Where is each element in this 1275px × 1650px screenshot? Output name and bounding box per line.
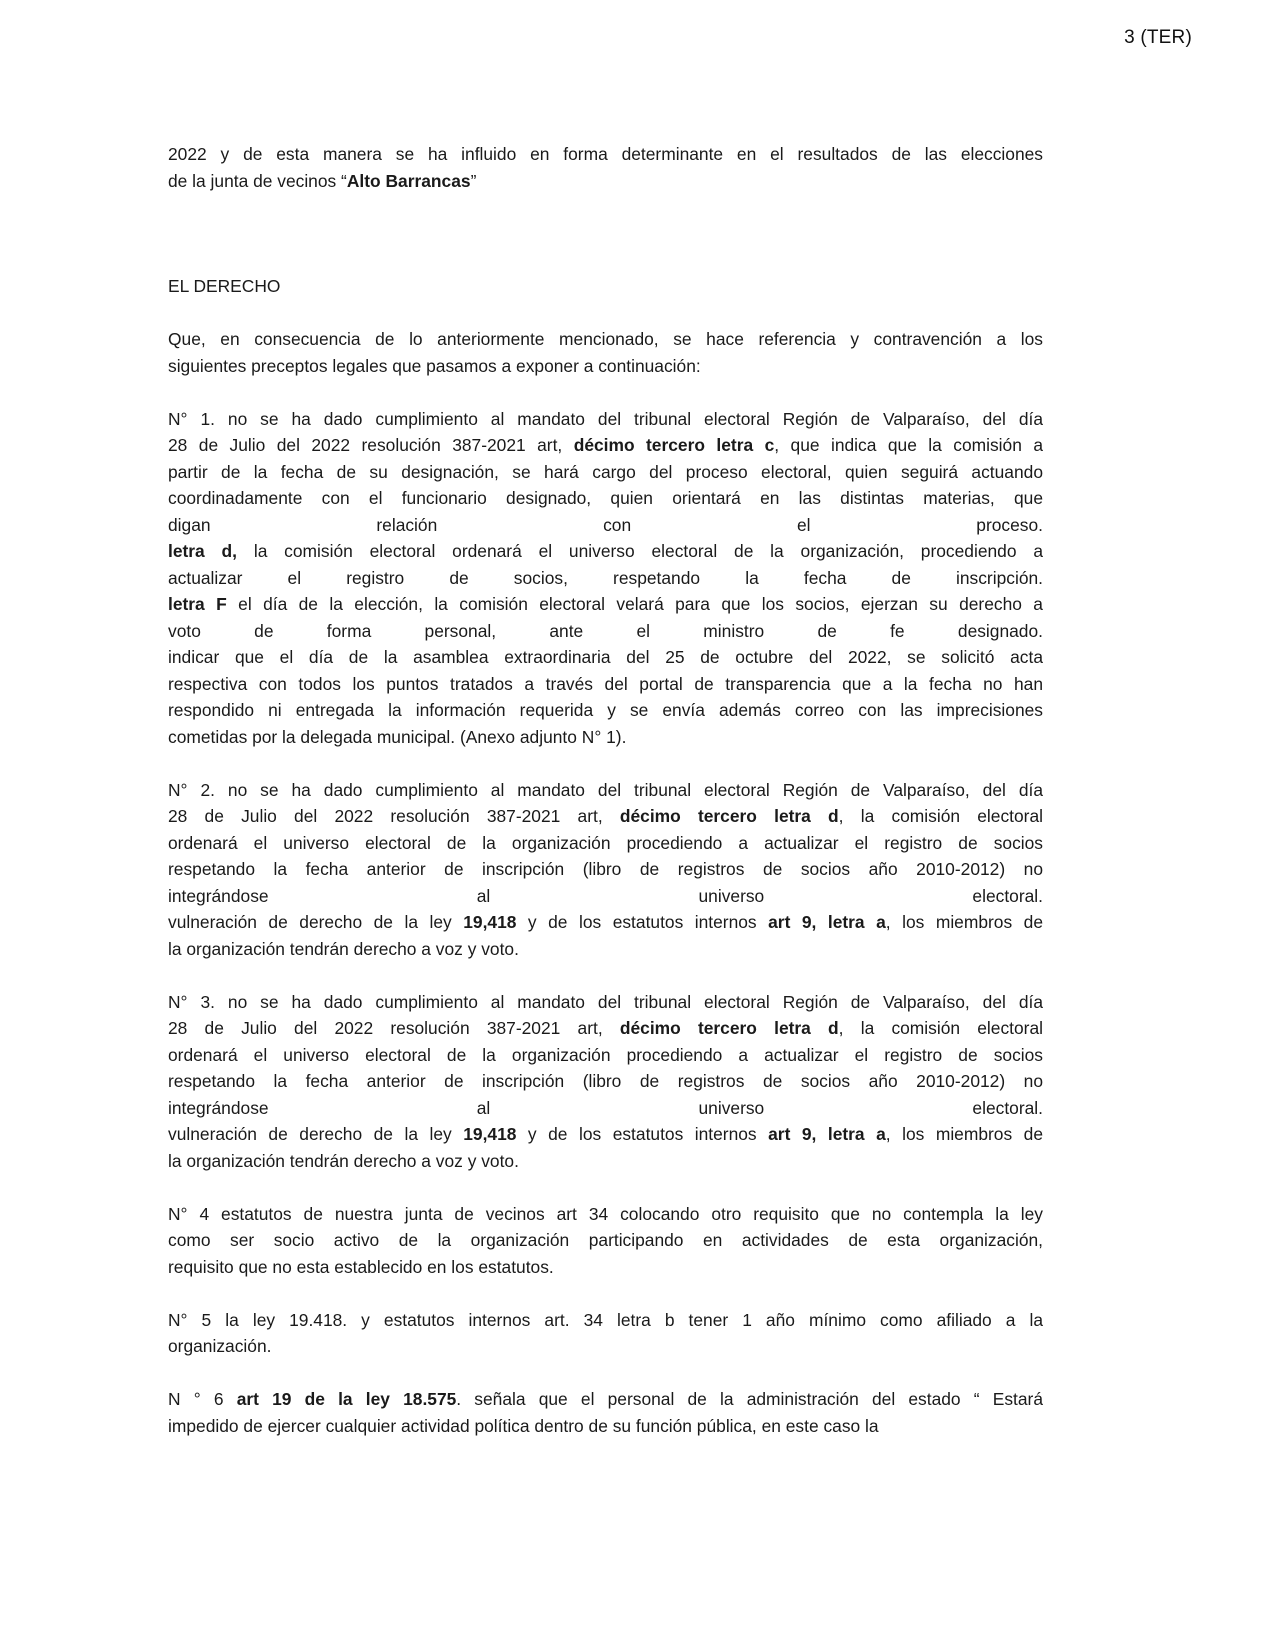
text-run: ordenará el universo electoral de la organización procediendo a actualizar el registro de socios	[168, 832, 1043, 853]
text-line	[168, 856, 1043, 883]
text-run: actualizar el registro de socios, respetando la fecha de inscripción.	[168, 567, 1043, 588]
text-run: N° 5 la ley 19.418. y estatutos internos art. 34 letra b tener 1 año mínimo como afiliado a la	[168, 1309, 1043, 1330]
paragraph-item-2	[168, 777, 1043, 963]
text-run: , la comisión electoral	[838, 806, 1043, 826]
text-line	[168, 644, 1043, 671]
bold-text: art 9, letra a	[768, 1124, 886, 1144]
text-line	[168, 1148, 1043, 1175]
text-run: respetando la fecha anterior de inscripción (libro de registros de socios año 2010-2012) no	[168, 1071, 1043, 1091]
text-line	[168, 432, 1043, 459]
text-run: el día de la elección, la comisión electoral velará para que los socios, ejerzan su derecho a	[226, 594, 1043, 614]
text-run: N° 4 estatutos de nuestra junta de vecinos art 34 colocando otro requisito que no contempla la ley	[168, 1203, 1043, 1224]
section-heading-el-derecho	[168, 273, 1043, 300]
text-line	[168, 697, 1043, 724]
text-line	[168, 565, 1043, 592]
bold-text: art 9, letra a	[768, 912, 886, 932]
text-line	[168, 936, 1043, 963]
paragraph-item-6	[168, 1386, 1043, 1439]
spacer	[168, 1280, 1043, 1307]
text-line	[168, 1254, 1043, 1281]
text-line	[168, 618, 1043, 645]
text-line	[168, 1095, 1043, 1122]
text-run: integrándose al universo electoral.	[168, 885, 1043, 906]
text-line	[168, 459, 1043, 486]
text-line	[168, 538, 1043, 565]
text-run: impedido de ejercer cualquier actividad política dentro de su función pública, en este caso la	[168, 1415, 879, 1436]
text-line	[168, 671, 1043, 698]
text-line	[168, 1413, 1043, 1440]
text-run: 2022 y de esta manera se ha influido en forma determinante en el resultados de las elecciones	[168, 144, 1043, 164]
text-run: requisito que no esta establecido en los estatutos.	[168, 1256, 554, 1277]
text-line	[168, 1068, 1043, 1095]
paragraph-item-4	[168, 1201, 1043, 1281]
paragraph-preamble	[168, 326, 1043, 379]
text-line	[168, 141, 1043, 168]
bold-text: 19,418	[463, 912, 517, 932]
bold-text: décimo tercero letra d	[619, 1018, 839, 1038]
text-run: de la junta de vecinos “	[168, 170, 347, 191]
text-line	[168, 1386, 1043, 1413]
text-run: cometidas por la delegada municipal. (Anexo adjunto N° 1).	[168, 726, 627, 747]
spacer	[168, 750, 1043, 777]
text-run: respondido ni entregada la información requerida y se envía además correo con las imprecisiones	[168, 700, 1043, 720]
text-line	[168, 1121, 1043, 1148]
bold-text: letra d,	[168, 541, 238, 561]
bold-text: Alto Barrancas	[346, 170, 471, 191]
text-run: , que indica que la comisión a	[774, 435, 1043, 455]
text-run: , los miembros de	[885, 912, 1043, 932]
spacer	[168, 194, 1043, 260]
spacer	[168, 300, 1043, 327]
text-run: respetando la fecha anterior de inscripción (libro de registros de socios año 2010-2012) no	[168, 859, 1043, 879]
text-run: EL DERECHO	[168, 276, 281, 296]
text-line	[168, 168, 1043, 195]
text-run: la comisión electoral ordenará el universo electoral de la organización, procediendo a	[237, 541, 1043, 561]
text-line	[168, 273, 1043, 300]
text-run: respectiva con todos los puntos tratados a través del portal de transparencia que a la fecha no han	[168, 673, 1043, 694]
text-line	[168, 1227, 1043, 1254]
spacer	[168, 379, 1043, 406]
text-line	[168, 883, 1043, 910]
text-run: vulneración de derecho de la ley	[168, 1124, 464, 1144]
text-run: 28 de Julio del 2022 resolución 387-2021 art,	[168, 1018, 620, 1038]
text-line	[168, 512, 1043, 539]
text-run: , los miembros de	[885, 1124, 1043, 1144]
text-line	[168, 326, 1043, 353]
text-run: 28 de Julio del 2022 resolución 387-2021 art,	[168, 806, 620, 826]
text-line	[168, 353, 1043, 380]
text-run: N° 3. no se ha dado cumplimiento al mandato del tribunal electoral Región de Valparaíso, del día	[168, 991, 1043, 1012]
text-run: partir de la fecha de su designación, se hará cargo del proceso electoral, quien seguirá actuando	[168, 461, 1043, 482]
spacer	[168, 260, 1043, 273]
text-run: la organización tendrán derecho a voz y voto.	[168, 1150, 519, 1171]
text-run: 28 de Julio del 2022 resolución 387-2021 art,	[168, 435, 574, 455]
text-run: N ° 6	[168, 1389, 237, 1409]
text-run: como ser socio activo de la organización participando en actividades de esta organización,	[168, 1230, 1043, 1250]
text-run: integrándose al universo electoral.	[168, 1097, 1043, 1118]
text-run: Que, en consecuencia de lo anteriormente mencionado, se hace referencia y contravención a los	[168, 329, 1043, 349]
bold-text: letra F	[168, 594, 227, 614]
paragraph-intro	[168, 141, 1043, 194]
text-run: ”	[470, 170, 477, 191]
page-number: 3 (TER)	[1124, 27, 1192, 48]
text-run: y de los estatutos internos	[516, 912, 769, 932]
text-line	[168, 1015, 1043, 1042]
bold-text: art 19 de la ley 18.575	[236, 1389, 457, 1409]
paragraph-item-3	[168, 989, 1043, 1175]
text-line	[168, 909, 1043, 936]
text-line	[168, 803, 1043, 830]
text-run: la organización tendrán derecho a voz y voto.	[168, 938, 519, 959]
text-run: organización.	[168, 1336, 272, 1356]
spacer	[168, 1174, 1043, 1201]
text-run: N° 2. no se ha dado cumplimiento al mandato del tribunal electoral Región de Valparaíso, del día	[168, 779, 1043, 800]
text-run: . señala que el personal de la administración del estado “ Estará	[456, 1389, 1043, 1409]
bold-text: décimo tercero letra d	[619, 806, 839, 826]
text-run: , la comisión electoral	[838, 1018, 1043, 1038]
spacer	[168, 1360, 1043, 1387]
text-line	[168, 1307, 1043, 1334]
text-line	[168, 724, 1043, 751]
text-line	[168, 485, 1043, 512]
text-run: digan relación con el proceso.	[168, 514, 1043, 535]
document-body	[168, 141, 1043, 1439]
text-line	[168, 1333, 1043, 1360]
text-line	[168, 777, 1043, 804]
text-run: ordenará el universo electoral de la organización procediendo a actualizar el registro de socios	[168, 1044, 1043, 1065]
text-run: coordinadamente con el funcionario designado, quien orientará en las distintas materias, que	[168, 488, 1043, 508]
text-run: indicar que el día de la asamblea extraordinaria del 25 de octubre del 2022, se solicitó acta	[168, 647, 1043, 667]
text-line	[168, 1201, 1043, 1228]
paragraph-item-1	[168, 406, 1043, 751]
text-line	[168, 406, 1043, 433]
text-run: siguientes preceptos legales que pasamos a exponer a continuación:	[168, 355, 701, 376]
bold-text: décimo tercero letra c	[573, 435, 775, 455]
text-run: voto de forma personal, ante el ministro de fe designado.	[168, 620, 1043, 641]
text-line	[168, 1042, 1043, 1069]
text-line	[168, 591, 1043, 618]
text-run: y de los estatutos internos	[516, 1124, 769, 1144]
text-run: N° 1. no se ha dado cumplimiento al mandato del tribunal electoral Región de Valparaíso, del día	[168, 408, 1043, 429]
text-line	[168, 989, 1043, 1016]
paragraph-item-5	[168, 1307, 1043, 1360]
text-run: vulneración de derecho de la ley	[168, 912, 464, 932]
spacer	[168, 962, 1043, 989]
bold-text: 19,418	[463, 1124, 517, 1144]
text-line	[168, 830, 1043, 857]
